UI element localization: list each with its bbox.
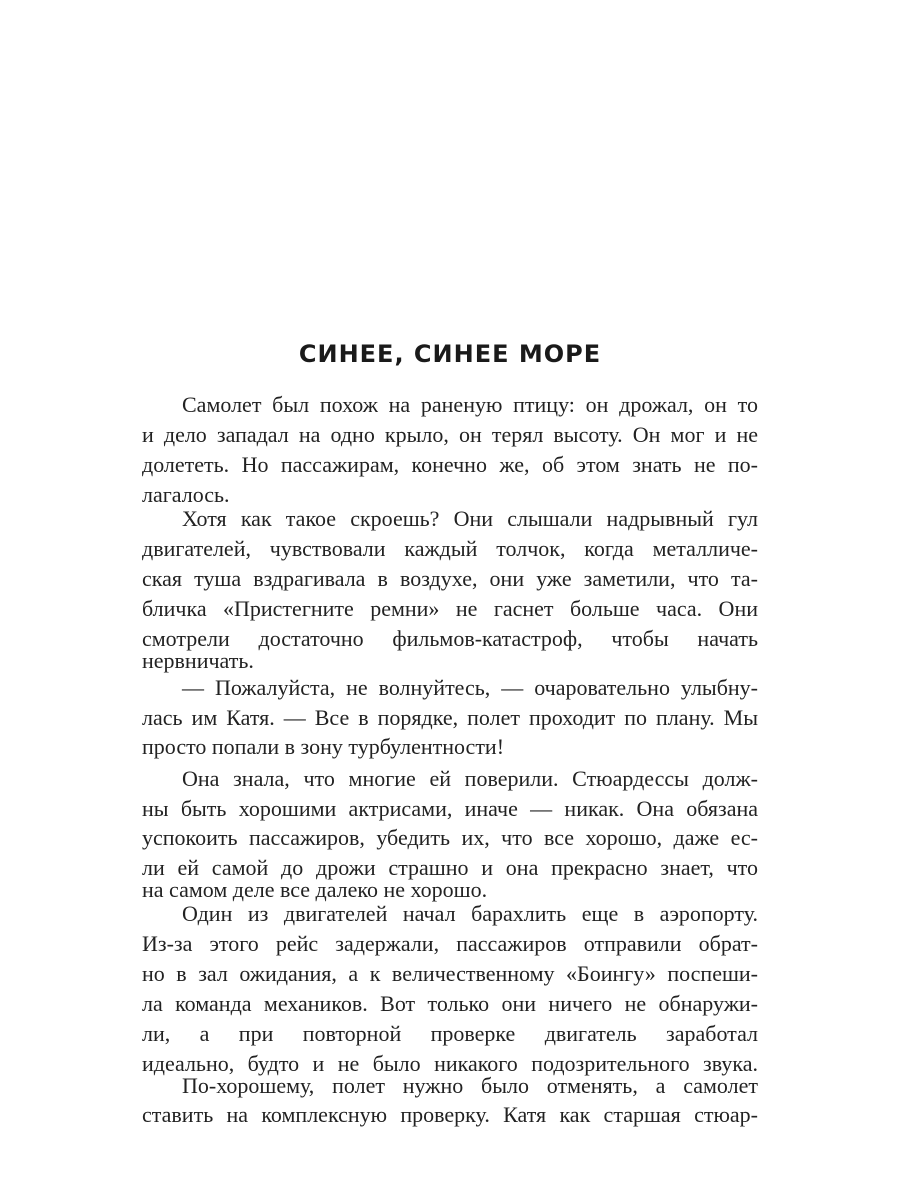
text-line: двигателей, чувствовали каждый толчок, когда металличе- [142, 536, 758, 561]
text-line: лась им Катя. — Все в порядке, полет проходит по плану. Мы [142, 705, 758, 730]
text-line: По-хорошему, полет нужно было отменять, а самолет [182, 1073, 758, 1098]
text-line: ли ей самой до дрожи страшно и она прекрасно знает, что [142, 855, 758, 880]
text-line: — Пожалуйста, не волнуйтесь, — очаровательно улыбну- [182, 675, 758, 700]
text-line: лагалось. [142, 482, 230, 507]
text-line: смотрели достаточно фильмов-катастроф, чтобы начать [142, 626, 758, 651]
text-line: Самолет был похож на раненую птицу: он дрожал, он то [182, 392, 758, 417]
text-line: ли, а при повторной проверке двигатель заработал [142, 1021, 758, 1046]
text-line: ставить на комплексную проверку. Катя как старшая стюар- [142, 1102, 758, 1127]
text-line: бличка «Пристегните ремни» не гаснет больше часа. Они [142, 596, 758, 621]
text-line: и дело западал на одно крыло, он терял высоту. Он мог и не [142, 422, 758, 447]
text-line: Один из двигателей начал барахлить еще в аэропорту. [182, 901, 758, 926]
text-line: на самом деле все далеко не хорошо. [142, 877, 488, 902]
text-line: просто попали в зону турбулентности! [142, 734, 505, 759]
text-line: нервничать. [142, 648, 254, 673]
text-line: ская туша вздрагивала в воздухе, они уже заметили, что та- [142, 566, 758, 591]
text-line: ны быть хорошими актрисами, иначе — никак. Она обязана [142, 796, 758, 821]
text-line: но в зал ожидания, а к величественному «Боингу» поспеши- [142, 961, 758, 986]
text-line: успокоить пассажиров, убедить их, что все хорошо, даже ес- [142, 825, 758, 850]
text-line: Из-за этого рейс задержали, пассажиров отправили обрат- [142, 931, 758, 956]
text-line: идеально, будто и не было никакого подозрительного звука. [142, 1051, 758, 1076]
text-line: Она знала, что многие ей поверили. Стюардессы долж- [182, 766, 758, 791]
text-line: ла команда механиков. Вот только они ничего не обнаружи- [142, 991, 758, 1016]
chapter-title: СИНЕЕ, СИНЕЕ МОРЕ [298, 340, 602, 368]
text-line: долететь. Но пассажирам, конечно же, об этом знать не по- [142, 452, 758, 477]
text-line: Хотя как такое скроешь? Они слышали надрывный гул [182, 506, 758, 531]
